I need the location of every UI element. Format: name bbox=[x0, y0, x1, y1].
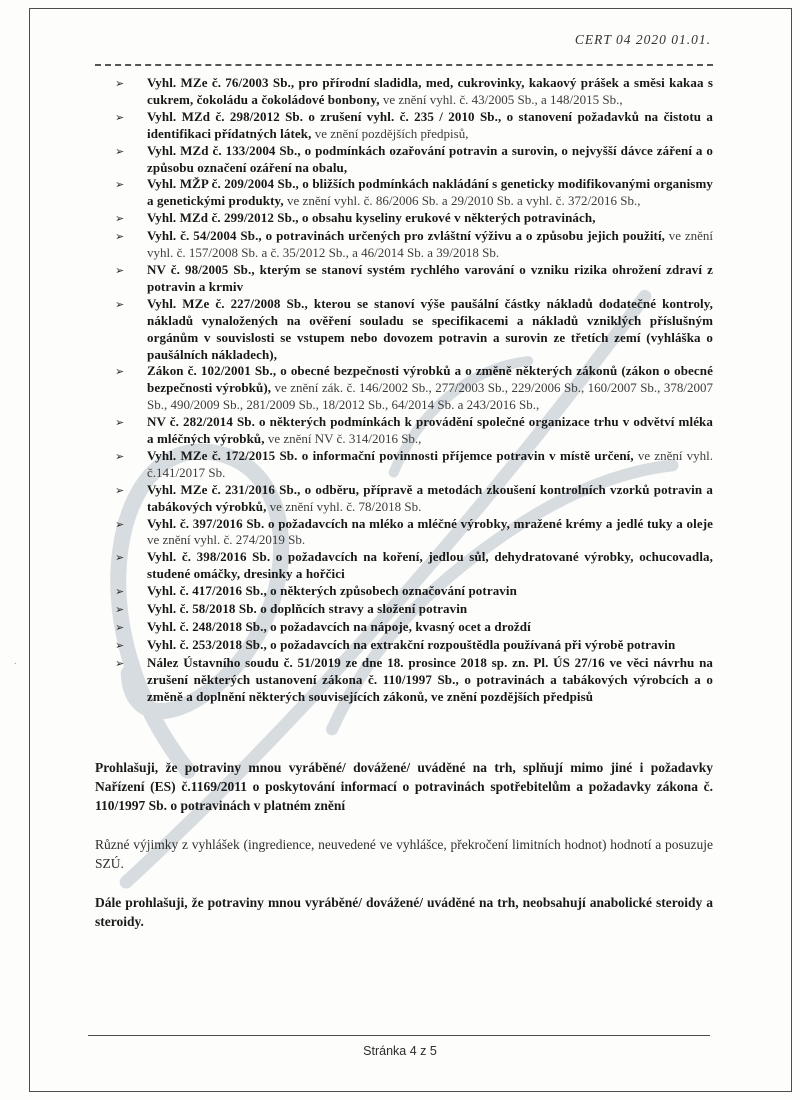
list-item bbox=[95, 482, 713, 516]
arrow-bullet-icon: ➢ bbox=[115, 179, 125, 192]
regulation-amendments: ve znění NV č. 314/2016 Sb., bbox=[264, 431, 422, 447]
list-item-text bbox=[147, 448, 713, 482]
regulation-amendments: ve znění vyhl. č. 157/2008 Sb. a č. 35/2012 Sb., a 46/2014 Sb. a 39/2018 Sb. bbox=[147, 228, 713, 261]
list-item-text bbox=[147, 75, 713, 109]
arrow-bullet-icon: ➢ bbox=[115, 622, 125, 634]
list-item-text bbox=[147, 549, 713, 583]
regulation-title: Vyhl. č. 58/2018 Sb. o doplňcích stravy a složení potravin bbox=[147, 601, 468, 617]
regulation-title: Vyhl. č. 253/2018 Sb., o požadavcích na extrakční rozpouštědla používaná při výrobě potravin bbox=[147, 636, 676, 652]
list-item bbox=[95, 516, 713, 550]
list-item bbox=[95, 583, 713, 601]
list-item-text bbox=[147, 262, 713, 296]
list-item-text bbox=[147, 109, 713, 143]
list-item bbox=[95, 448, 713, 482]
list-item bbox=[95, 210, 713, 228]
list-item-text bbox=[147, 414, 713, 448]
list-item bbox=[95, 75, 713, 109]
arrow-bullet-icon: ➢ bbox=[115, 586, 125, 599]
list-item-text bbox=[147, 228, 713, 262]
regulation-title: Vyhl. č. 417/2016 Sb., o některých způsobech označování potravin bbox=[147, 583, 517, 599]
list-item-text bbox=[147, 482, 713, 516]
regulation-list bbox=[95, 75, 713, 706]
list-item bbox=[95, 414, 713, 448]
regulation-amendments: ve znění zák. č. 146/2002 Sb., 277/2003 Sb., 229/2006 Sb., 160/2007 Sb., 378/2007 Sb., 490/2009 Sb., 281/2009 Sb., 18/2012 Sb., 64/2014 Sb. a 243/2016 Sb., bbox=[147, 380, 713, 413]
regulation-title: Nález Ústavního soudu č. 51/2019 ze dne 18. prosince 2018 sp. zn. Pl. ÚS 27/16 ve věci návrhu na zrušení některých ustanovení zákona č. 110/1997 Sb., o potravinách a tabákových výrobcích a o změně a doplnění některých souvisejících zákonů, ve znění pozdějších předpisů bbox=[147, 654, 713, 704]
list-item-text bbox=[147, 619, 713, 637]
regulation-title: Vyhl. MZd č. 299/2012 Sb., o obsahu kyseliny erukové v některých potravinách, bbox=[147, 210, 596, 226]
list-item bbox=[95, 176, 713, 210]
arrow-bullet-icon: ➢ bbox=[115, 213, 125, 226]
arrow-bullet-icon: ➢ bbox=[115, 264, 125, 277]
list-item bbox=[95, 363, 713, 414]
regulation-title: Vyhl. MZd č. 133/2004 Sb., o podmínkách ozařování potravin a surovin, o nejvyšší dávce záření a o způsobu označení ozáření na obalu, bbox=[147, 142, 713, 175]
list-item-text bbox=[147, 516, 713, 550]
regulation-title: NV č. 98/2005 Sb., kterým se stanoví systém rychlého varování o vzniku rizika ohrožení zdraví z potravin a krmiv bbox=[147, 261, 713, 294]
certificate-code: CERT 04 2020 01.01. bbox=[574, 32, 711, 47]
list-item bbox=[95, 109, 713, 143]
arrow-bullet-icon: ➢ bbox=[115, 366, 125, 379]
regulation-title: Vyhl. MZe č. 227/2008 Sb., kterou se stanoví výše paušální částky nákladů dodatečné kontroly, nákladů vynaložených na ověření souladu se specifikacemi a nákladů vzniklých příslušným orgánům v souvislosti se vstupem nebo dovozem potravin a surovin ze třetích zemí (vyhláška o paušálních nákladech), bbox=[147, 295, 713, 362]
list-item-text bbox=[147, 655, 713, 706]
list-item bbox=[95, 143, 713, 177]
header-divider bbox=[95, 64, 713, 66]
arrow-bullet-icon: ➢ bbox=[115, 552, 125, 565]
exceptions-paragraph: Různé výjimky z vyhlášek (ingredience, neuvedené ve vyhlášce, překročení limitních hodnot) hodnotí a posuzuje SZÚ. bbox=[95, 836, 713, 871]
list-item-text bbox=[147, 363, 713, 414]
list-item bbox=[95, 619, 713, 637]
regulation-title: NV č. 282/2014 Sb. o některých podmínkách k provádění společné organizace trhu v odvětví mléka a mléčných výrobků, bbox=[147, 414, 713, 447]
arrow-bullet-icon: ➢ bbox=[115, 78, 125, 90]
page-number: Stránka 4 z 5 bbox=[363, 1044, 437, 1058]
arrow-bullet-icon: ➢ bbox=[115, 657, 125, 670]
regulation-amendments: ve znění vyhl. č. 274/2019 Sb. bbox=[147, 532, 306, 548]
list-item bbox=[95, 549, 713, 583]
list-item-text bbox=[147, 176, 713, 210]
regulation-amendments: ve znění vyhl. č. 78/2018 Sb. bbox=[266, 498, 422, 514]
list-item bbox=[95, 296, 713, 364]
regulation-title: Vyhl. MZe č. 172/2015 Sb. o informační povinnosti příjemce potravin v místě určení, bbox=[147, 447, 634, 463]
regulation-amendments: ve znění vyhl. č.141/2017 Sb. bbox=[147, 447, 713, 480]
arrow-bullet-icon: ➢ bbox=[115, 298, 125, 311]
document-content bbox=[95, 32, 713, 931]
regulation-amendments: ve znění vyhl. č. 43/2005 Sb., a 148/2015 Sb., bbox=[379, 91, 623, 107]
regulation-title: Vyhl. MZd č. 298/2012 Sb. o zrušení vyhl. č. 235 / 2010 Sb., o stanovení požadavků na čistotu a identifikaci přídatných látek, bbox=[147, 108, 713, 141]
list-item-text bbox=[147, 601, 713, 619]
arrow-bullet-icon: ➢ bbox=[115, 518, 125, 531]
regulation-title: Vyhl. č. 54/2004 Sb., o potravinách určených pro zvláštní výživu a o způsobu jejich použití, bbox=[147, 228, 666, 244]
regulation-title: Vyhl. č. 397/2016 Sb. o požadavcích na mléko a mléčné výrobky, mražené krémy a jedlé tuky a oleje bbox=[147, 515, 713, 531]
regulation-title: Vyhl. MŽP č. 209/2004 Sb., o bližších podmínkách nakládání s geneticky modifikovanými organismy a genetickými produkty, bbox=[147, 176, 713, 209]
regulation-title: Zákon č. 102/2001 Sb., o obecné bezpečnosti výrobků a o změně některých zákonů (zákon o obecné bezpečnosti výrobků), bbox=[147, 363, 713, 396]
arrow-bullet-icon: ➢ bbox=[115, 604, 125, 617]
list-item-text bbox=[147, 143, 713, 177]
regulation-title: Vyhl. MZe č. 231/2016 Sb., o odběru, přípravě a metodách zkoušení kontrolních vzorků potravin a tabákových výrobků, bbox=[147, 481, 713, 514]
list-item bbox=[95, 637, 713, 655]
list-item bbox=[95, 601, 713, 619]
arrow-bullet-icon: ➢ bbox=[115, 145, 125, 158]
arrow-bullet-icon: ➢ bbox=[115, 417, 125, 430]
declaration-paragraph: Prohlašuji, že potraviny mnou vyráběné/ dovážené/ uváděné na trh, splňují mimo jiné i požadavky Nařízení (ES) č.1169/2011 o poskytování informací o potravinách spotřebitelům a požadavky zákona č. 110/1997 Sb. o potravinách v platném znění bbox=[95, 759, 713, 813]
list-item-text bbox=[147, 210, 713, 228]
arrow-bullet-icon: ➢ bbox=[115, 639, 125, 652]
regulation-title: Vyhl. č. 248/2018 Sb., o požadavcích na nápoje, kvasný ocet a droždí bbox=[147, 619, 531, 634]
list-item-text bbox=[147, 637, 713, 655]
scan-speck: . bbox=[14, 656, 17, 667]
list-item bbox=[95, 228, 713, 262]
regulation-title: Vyhl. č. 398/2016 Sb. o požadavcích na koření, jedlou sůl, dehydratované výrobky, ochucovadla, studené omáčky, dresinky a hořčici bbox=[147, 549, 713, 582]
list-item bbox=[95, 655, 713, 706]
regulation-title: Vyhl. MZe č. 76/2003 Sb., pro přírodní sladidla, med, cukrovinky, kakaový prášek a směsi kakaa s cukrem, čokoládu a čokoládové bonbony, bbox=[147, 75, 713, 107]
arrow-bullet-icon: ➢ bbox=[115, 450, 125, 463]
arrow-bullet-icon: ➢ bbox=[115, 111, 125, 124]
footer-divider bbox=[88, 1035, 710, 1036]
arrow-bullet-icon: ➢ bbox=[115, 231, 125, 244]
list-item-text bbox=[147, 583, 713, 601]
list-item bbox=[95, 262, 713, 296]
arrow-bullet-icon: ➢ bbox=[115, 484, 125, 497]
regulation-amendments: ve znění pozdějších předpisů, bbox=[311, 125, 469, 141]
list-item-text bbox=[147, 296, 713, 364]
regulation-amendments: ve znění vyhl. č. 86/2006 Sb. a 29/2010 Sb. a vyhl. č. 372/2016 Sb., bbox=[283, 193, 641, 209]
steroids-declaration-paragraph: Dále prohlašuji, že potraviny mnou vyráběné/ dovážené/ uváděné na trh, neobsahují anabolické steroidy a steroidy. bbox=[95, 894, 713, 929]
